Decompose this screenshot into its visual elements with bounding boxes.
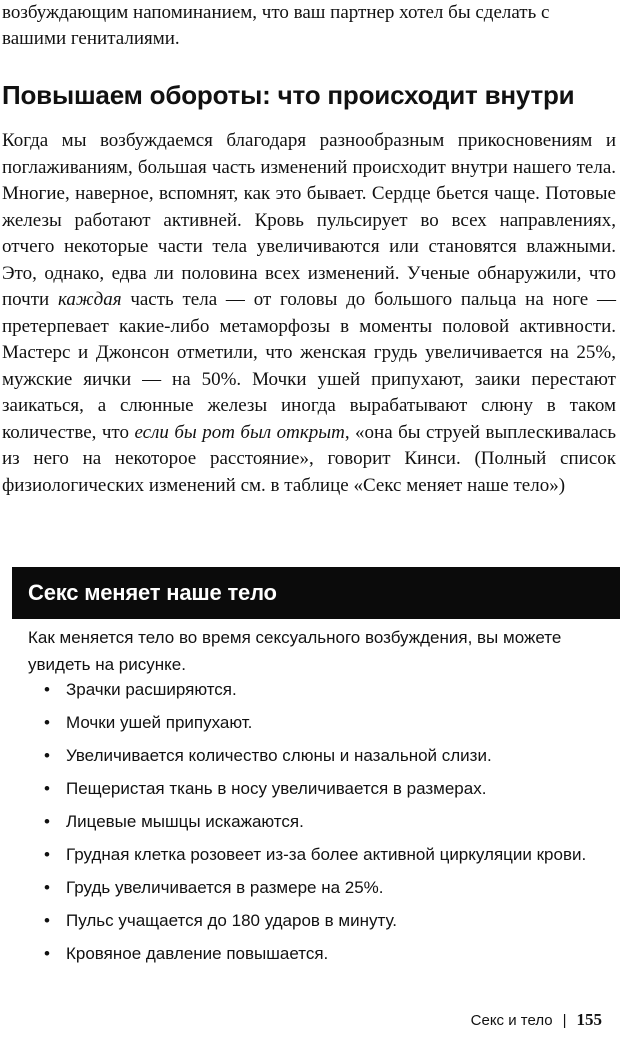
bullet-icon: • [44,911,50,930]
sidebar-title-bar [12,567,620,619]
bullet-icon: • [44,746,50,765]
list-item [40,874,610,901]
bullet-icon: • [44,812,50,831]
list-item [40,709,610,736]
footer-separator: | [562,1012,567,1029]
body-paragraph [2,128,616,499]
sidebar-title: Секс меняет наше тело [28,580,277,605]
sidebar-intro: Как меняется тело во время сексуального возбуждения, вы можете увидеть на рисунке. [28,628,562,674]
bullet-icon: • [44,713,50,732]
list-item-text: Мочки ушей припухают. [66,713,253,732]
page-number: 155 [576,1010,602,1029]
list-item-text: Увеличивается количество слюны и назальной слизи. [66,746,492,765]
body-text-part-3: , «она бы струей выплескивалась из него на некоторое расстояние», говорит Кинси. (Полный список физиологических изменений см. в таблице «Секс меняет наше тело») [2,421,617,496]
list-item [40,808,610,835]
bullet-icon: • [44,944,50,963]
list-item-text: Грудная клетка розовеет из-за более активной циркуляции крови. [66,845,587,864]
list-item [40,907,610,934]
intro-paragraph: возбуждающим напоминанием, что ваш партнер хотел бы сделать с вашими гениталиями. [2,2,550,49]
section-heading: Повышаем обороты: что происходит внутри [2,80,575,110]
body-text-part-2: часть тела — от головы до большого пальца на ноге — претерпевает какие-либо метаморфозы в моменты половой активности. Мастерс и Джонсон отметили, что женская грудь увеличивается на 25%, мужские яички — на 50%. Мочки ушей припухают, заики перестают заикаться, а слюнные железы иногда вырабатывают слюну в таком количестве, что [2,289,617,443]
list-item-text: Пещеристая ткань в носу увеличивается в размерах. [66,779,487,798]
list-item [40,940,610,967]
bullet-icon: • [44,680,50,699]
body-emphasis-2: если бы рот был открыт [134,421,345,443]
list-item [40,676,610,703]
bullet-icon: • [44,845,50,864]
bullet-icon: • [44,779,50,798]
list-item-text: Грудь увеличивается в размере на 25%. [66,878,384,897]
list-item [40,742,610,769]
list-item [40,841,610,868]
body-emphasis-1: каждая [58,289,122,310]
sidebar-list [40,676,610,973]
page-footer [471,1008,602,1033]
list-item-text: Лицевые мышцы искажаются. [66,812,304,831]
list-item-text: Пульс учащается до 180 ударов в минуту. [66,911,397,930]
body-text-part-1: Когда мы возбуждаемся благодаря разнообразным прикосновениям и поглаживаниям, большая часть изменений происходит внутри нашего тела. Многие, наверное, вспомнят, как это бывает. Сердце бьется чаще. Потовые железы работают активней. Кровь пульсирует во всех направлениях, отчего некоторые части тела увеличиваются или становятся влажными. Это, однако, едва ли половина всех изменений. Ученые обнаружили, что почти [2,130,616,310]
footer-section-title: Секс и тело [470,1012,553,1029]
list-item-text: Зрачки расширяются. [66,680,237,699]
list-item-text: Кровяное давление повышается. [66,944,329,963]
list-item [40,775,610,802]
bullet-icon: • [44,878,50,897]
